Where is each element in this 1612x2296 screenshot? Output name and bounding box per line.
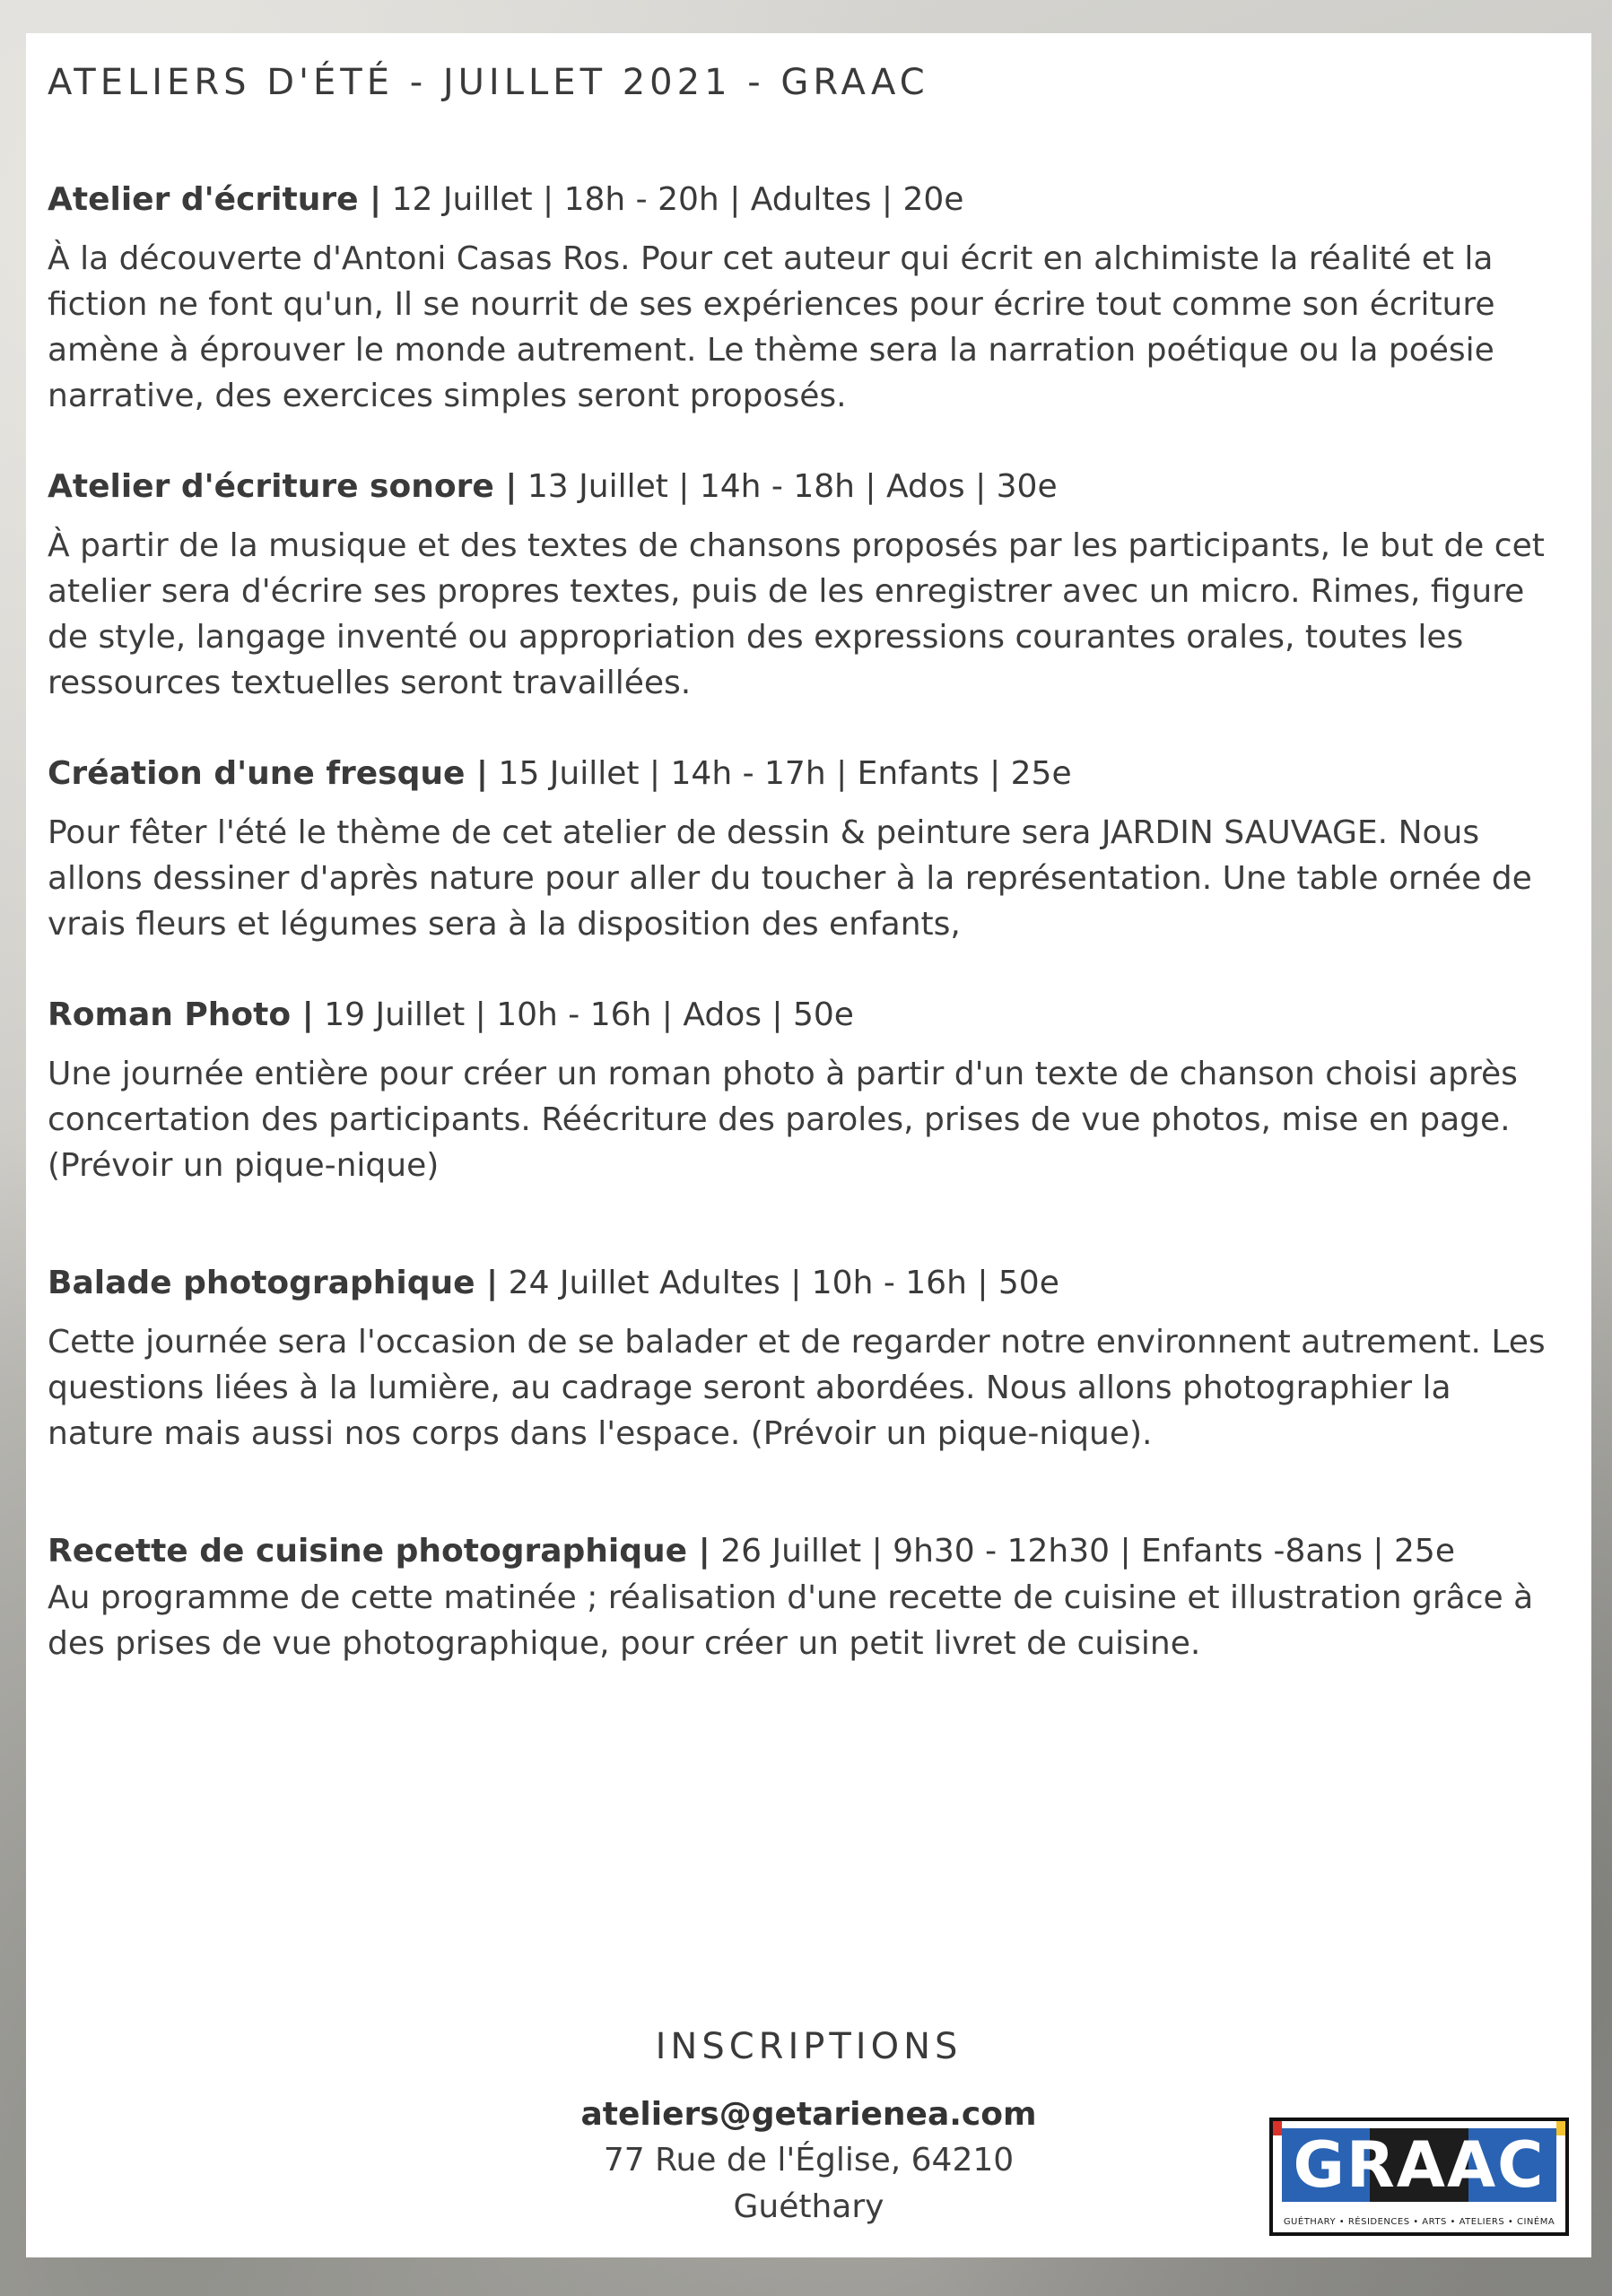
workshop-description: Au programme de cette matinée ; réalisation d'une recette de cuisine et illustration grâce à des prises de vue photographique, pour créer un petit livret de cuisine.	[48, 1579, 1534, 1662]
workshop-description: À partir de la musique et des textes de chansons proposés par les participants, le but de cet atelier sera d'écrire ses propres textes, puis de les enregistrer avec un micro. Rimes, figure de style, langage inventé ou appropriation des expressions courantes orales, toutes les ressources textuelles seront travaillées.	[48, 527, 1545, 701]
workshop-description: Cette journée sera l'occasion de se balader et de regarder notre environnent autrement. Les questions liées à la lumière, au cadrage seront abordées. Nous allons photographier la nature mais aussi nos corps dans l'espace. (Prévoir un pique-nique).	[48, 1324, 1546, 1452]
graac-logo	[1269, 2118, 1569, 2236]
logo-mark	[1282, 2128, 1556, 2202]
workshop-title: Balade photographique |	[48, 1265, 499, 1301]
workshop-photo-novel	[48, 992, 1555, 1188]
address-city: Guéthary	[733, 2188, 884, 2225]
workshop-header	[48, 751, 1555, 797]
workshop-title: Roman Photo |	[48, 996, 314, 1033]
logo-tagline: GUÉTHARY • RÉSIDENCES • ARTS • ATELIERS • CINÉMA	[1283, 2217, 1555, 2227]
workshop-header	[48, 1260, 1555, 1307]
workshop-writing	[48, 177, 1555, 419]
workshop-details: 12 Juillet | 18h - 20h | Adultes | 20e	[381, 181, 964, 218]
logo-wordmark: GRAAC	[1293, 2128, 1546, 2202]
workshop-details: 24 Juillet Adultes | 10h - 16h | 50e	[498, 1265, 1059, 1301]
workshop-photo-walk	[48, 1260, 1555, 1457]
logo-red-accent	[1273, 2121, 1282, 2135]
workshop-header	[48, 177, 1555, 223]
workshop-title: Création d'une fresque |	[48, 755, 489, 792]
workshop-title: Atelier d'écriture sonore |	[48, 468, 518, 505]
workshop-details: 13 Juillet | 14h - 18h | Ados | 30e	[517, 468, 1058, 505]
contact-email[interactable]: ateliers@getarienea.com	[580, 2096, 1037, 2133]
workshop-title: Recette de cuisine photographique |	[48, 1533, 710, 1570]
workshop-details: 15 Juillet | 14h - 17h | Enfants | 25e	[488, 755, 1072, 792]
workshop-sound-writing	[48, 464, 1555, 706]
workshop-list	[48, 177, 1555, 1666]
workshop-header	[48, 464, 1555, 510]
workshop-header	[48, 992, 1555, 1039]
workshop-photo-cooking	[48, 1528, 1555, 1666]
workshop-description: À la découverte d'Antoni Casas Ros. Pour cet auteur qui écrit en alchimiste la réalité et la fiction ne font qu'un, Il se nourrit de ses expériences pour écrire tout comme son écriture amène à éprouver le monde autrement. Le thème sera la narration poétique ou la poésie narrative, des exercices simples seront proposés.	[48, 240, 1495, 414]
workshop-fresco	[48, 751, 1555, 947]
workshop-title: Atelier d'écriture |	[48, 181, 382, 218]
workshop-details: 26 Juillet | 9h30 - 12h30 | Enfants -8ans | 25e	[710, 1533, 1455, 1570]
inscriptions-title: INSCRIPTIONS	[655, 2026, 963, 2067]
workshop-header	[48, 1528, 1555, 1575]
workshop-details: 19 Juillet | 10h - 16h | Ados | 50e	[313, 996, 854, 1033]
logo-yellow-accent	[1556, 2121, 1565, 2135]
workshop-description: Une journée entière pour créer un roman photo à partir d'un texte de chanson choisi après concertation des participants. Réécriture des paroles, prises de vue photos, mise en page. (Prévoir un pique-nique)	[48, 1056, 1518, 1184]
address-line: 77 Rue de l'Église, 64210	[603, 2142, 1015, 2179]
flyer-sheet	[26, 33, 1591, 2257]
workshop-description: Pour fêter l'été le thème de cet atelier de dessin & peinture sera JARDIN SAUVAGE. Nous allons dessiner d'après nature pour aller du toucher à la représentation. Une table ornée de vrais fleurs et légumes sera à la disposition des enfants,	[48, 814, 1532, 943]
page-title: ATELIERS D'ÉTÉ - JUILLET 2021 - GRAAC	[48, 62, 929, 103]
